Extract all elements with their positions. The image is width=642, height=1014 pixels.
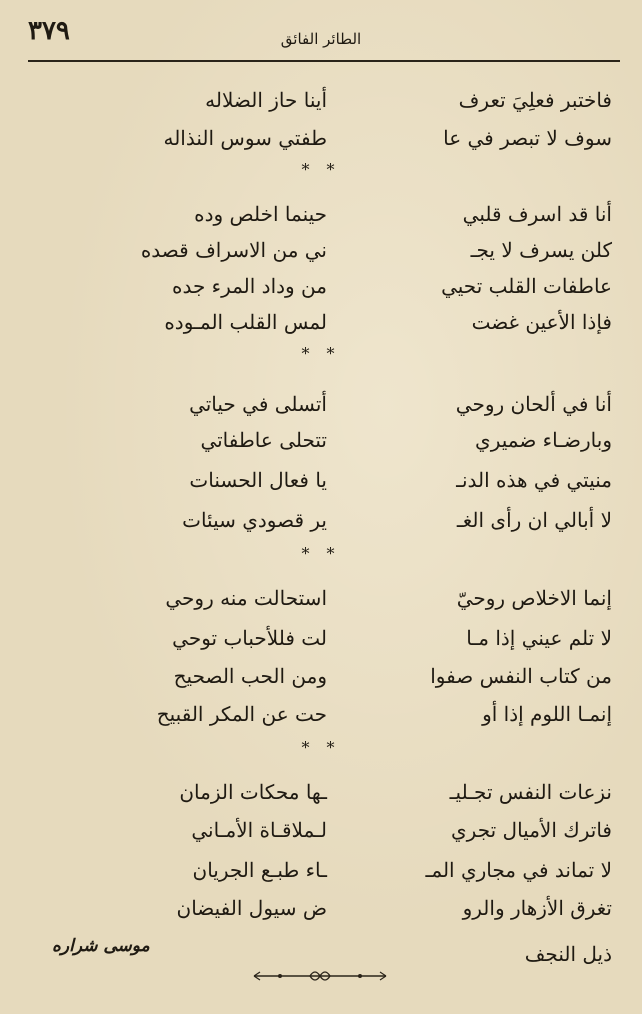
first-hemistich: أنا في ألحان روحي bbox=[455, 392, 612, 416]
verse bbox=[40, 618, 612, 658]
stanza-separator: * * bbox=[301, 160, 341, 179]
first-hemistich: نزعات النفس تجـليـ bbox=[449, 780, 612, 804]
verse bbox=[40, 80, 612, 120]
second-hemistich: لـملاقـاة الأمـاني bbox=[191, 818, 327, 842]
stanza-separator: * * bbox=[301, 344, 341, 363]
first-hemistich: لا أبالي ان رأى الغـ bbox=[456, 508, 612, 532]
second-hemistich: طفتي سوس النذاله bbox=[163, 126, 327, 150]
second-hemistich: لت فللأحباب توحي bbox=[172, 626, 327, 650]
second-hemistich: يا فعال الحسنات bbox=[189, 468, 327, 492]
poem-location: ذيل النجف bbox=[524, 942, 612, 966]
second-hemistich: حت عن المكر القبيح bbox=[156, 702, 327, 726]
verse bbox=[40, 266, 612, 306]
verse bbox=[40, 118, 612, 158]
second-hemistich: ني من الاسراف قصده bbox=[140, 238, 327, 262]
first-hemistich: لا تماند في مجاري المـ bbox=[425, 858, 612, 882]
first-hemistich: فاترك الأميال تجري bbox=[451, 818, 612, 842]
page-header bbox=[28, 12, 614, 60]
second-hemistich: استحالت منه روحي bbox=[165, 586, 327, 610]
first-hemistich: فإذا الأعين غضت bbox=[471, 310, 612, 334]
second-hemistich: أينا حاز الضلاله bbox=[205, 88, 327, 112]
page-number: ٣٧٩ bbox=[28, 16, 70, 46]
ornament-divider-icon bbox=[250, 966, 390, 986]
verse bbox=[40, 850, 612, 890]
first-hemistich: منيتي في هذه الدنـ bbox=[456, 468, 612, 492]
first-hemistich: تغرق الأزهار والرو bbox=[462, 896, 612, 920]
verse bbox=[40, 500, 612, 540]
first-hemistich: عاطفات القلب تحيي bbox=[441, 274, 612, 298]
header-rule bbox=[28, 60, 620, 62]
running-title: الطائر الفائق bbox=[280, 30, 362, 48]
first-hemistich: لا تلم عيني إذا مـا bbox=[466, 626, 612, 650]
stanza-separator: * * bbox=[301, 544, 341, 563]
verse bbox=[40, 194, 612, 234]
second-hemistich: ومن الحب الصحيح bbox=[173, 664, 327, 688]
second-hemistich: حينما اخلص وده bbox=[194, 202, 327, 226]
second-hemistich: أتسلى في حياتي bbox=[189, 392, 327, 416]
first-hemistich: فاختبر فعلِيَ تعرف bbox=[458, 88, 612, 112]
verse bbox=[40, 302, 612, 342]
verse bbox=[40, 384, 612, 424]
first-hemistich: من كتاب النفس صفوا bbox=[430, 664, 612, 688]
author-signature: موسى شراره bbox=[52, 936, 150, 956]
verse bbox=[40, 772, 612, 812]
second-hemistich: من وداد المرء جده bbox=[171, 274, 327, 298]
first-hemistich: إنما الاخلاص روحيّ bbox=[456, 586, 612, 610]
verse bbox=[40, 888, 612, 928]
verse bbox=[40, 578, 612, 618]
second-hemistich: ير قصودي سيئات bbox=[182, 508, 327, 532]
first-hemistich: كلن يسرف لا يجـ bbox=[470, 238, 612, 262]
verse bbox=[40, 460, 612, 500]
second-hemistich: تتحلى عاطفاتي bbox=[200, 428, 327, 452]
first-hemistich: سوف لا تبصر في عا bbox=[443, 126, 612, 150]
verse bbox=[40, 810, 612, 850]
second-hemistich: ـاء طبـع الجريان bbox=[192, 858, 327, 882]
second-hemistich: لمس القلب المـوده bbox=[164, 310, 327, 334]
second-hemistich: ـها محكات الزمان bbox=[179, 780, 327, 804]
stanza-separator: * * bbox=[301, 738, 341, 757]
first-hemistich: أنا قد اسرف قلبي bbox=[462, 202, 612, 226]
second-hemistich: ض سيول الفيضان bbox=[176, 896, 327, 920]
verse bbox=[40, 420, 612, 460]
verse bbox=[40, 656, 612, 696]
first-hemistich: وبارضـاء ضميري bbox=[475, 428, 612, 452]
verse bbox=[40, 230, 612, 270]
first-hemistich: إنمـا اللوم إذا أو bbox=[482, 702, 612, 726]
verse bbox=[40, 694, 612, 734]
